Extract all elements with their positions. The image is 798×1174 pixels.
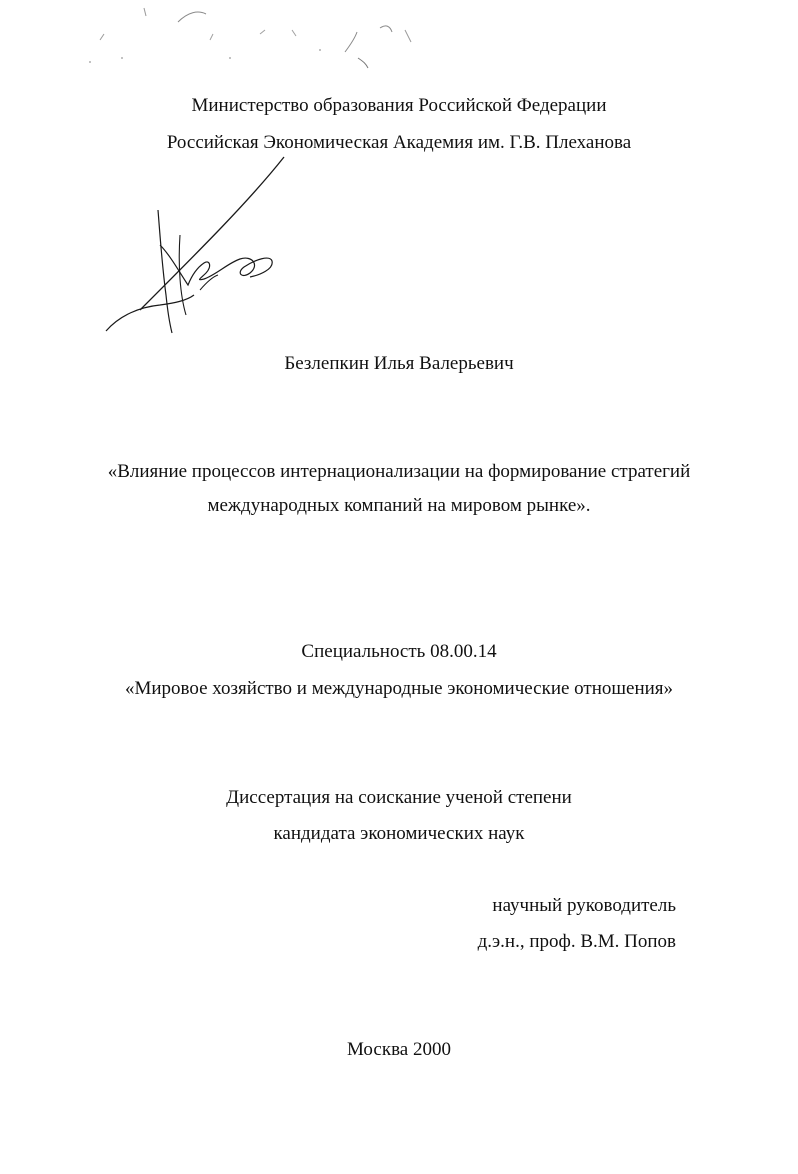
supervisor-name: д.э.н., проф. В.М. Попов [477,931,676,952]
degree-line-2: кандидата экономических наук [273,823,525,844]
author-name: Безлепкин Илья Валерьевич [284,353,514,374]
specialty-name: «Мировое хозяйство и международные экономические отношения» [124,678,674,699]
dissertation-title-line-2: международных компаний на мировом рынке». [207,495,591,516]
specialty-code: Специальность 08.00.14 [301,641,497,662]
city-year: Москва 2000 [347,1039,451,1060]
dissertation-title-line-1: «Влияние процессов интернационализации на формирование стратегий [107,461,691,482]
supervisor-label: научный руководитель [492,895,676,916]
scan-artifact-marks [60,0,460,80]
degree-line-1: Диссертация на соискание ученой степени [226,787,572,808]
handwritten-signature-icon [100,155,290,345]
ministry-heading: Министерство образования Российской Федерации [191,95,607,116]
academy-heading: Российская Экономическая Академия им. Г.В. Плеханова [166,132,632,153]
